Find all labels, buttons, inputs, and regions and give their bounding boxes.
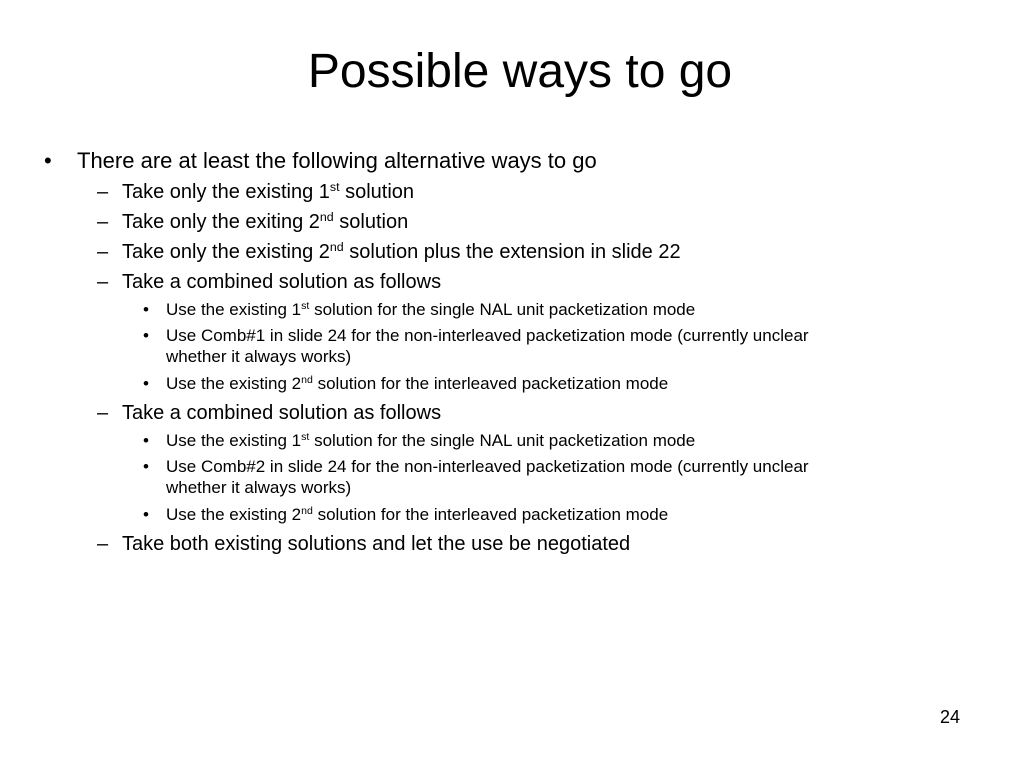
sub-item: Take a combined solution as follows — [122, 402, 442, 424]
bullet-marker: • — [143, 457, 149, 476]
dash-marker: – — [97, 271, 109, 293]
dash-marker: – — [97, 211, 109, 233]
sub-item: Take only the exiting 2nd solution — [122, 209, 409, 233]
dash-marker: – — [97, 241, 109, 263]
sub-sub-item: Use the existing 2nd solution for the interleaved packetization mode — [166, 504, 669, 524]
sub-sub-item: Use the existing 2nd solution for the interleaved packetization mode — [166, 373, 669, 393]
sub-item: Take only the existing 2nd solution plus the extension in slide 22 — [122, 239, 681, 263]
sub-item: Take a combined solution as follows — [122, 271, 442, 293]
sub-sub-item-continued: whether it always works) — [166, 347, 352, 366]
sub-sub-item: Use the existing 1st solution for the single NAL unit packetization mode — [166, 299, 696, 319]
sub-sub-item: Use Comb#2 in slide 24 for the non-interleaved packetization mode (currently unclear — [166, 457, 809, 476]
bullet-marker: • — [143, 326, 149, 345]
bullet-marker: • — [143, 505, 149, 524]
sub-item: Take both existing solutions and let the use be negotiated — [122, 533, 631, 555]
page-number: 24 — [940, 707, 961, 727]
dash-marker: – — [97, 533, 109, 555]
bullet-marker: • — [143, 374, 149, 393]
sub-sub-item-continued: whether it always works) — [166, 478, 352, 497]
dash-marker: – — [97, 181, 109, 203]
sub-sub-item: Use the existing 1st solution for the single NAL unit packetization mode — [166, 430, 696, 450]
slide-title: Possible ways to go — [307, 45, 733, 98]
bullet-marker: • — [143, 431, 149, 450]
bullet-marker: • — [44, 148, 52, 173]
dash-marker: – — [97, 402, 109, 424]
bullet-item: There are at least the following alternative ways to go — [77, 148, 597, 173]
sub-sub-item: Use Comb#1 in slide 24 for the non-interleaved packetization mode (currently unclear — [166, 326, 809, 345]
sub-item: Take only the existing 1st solution — [122, 179, 415, 203]
bullet-marker: • — [143, 300, 149, 319]
